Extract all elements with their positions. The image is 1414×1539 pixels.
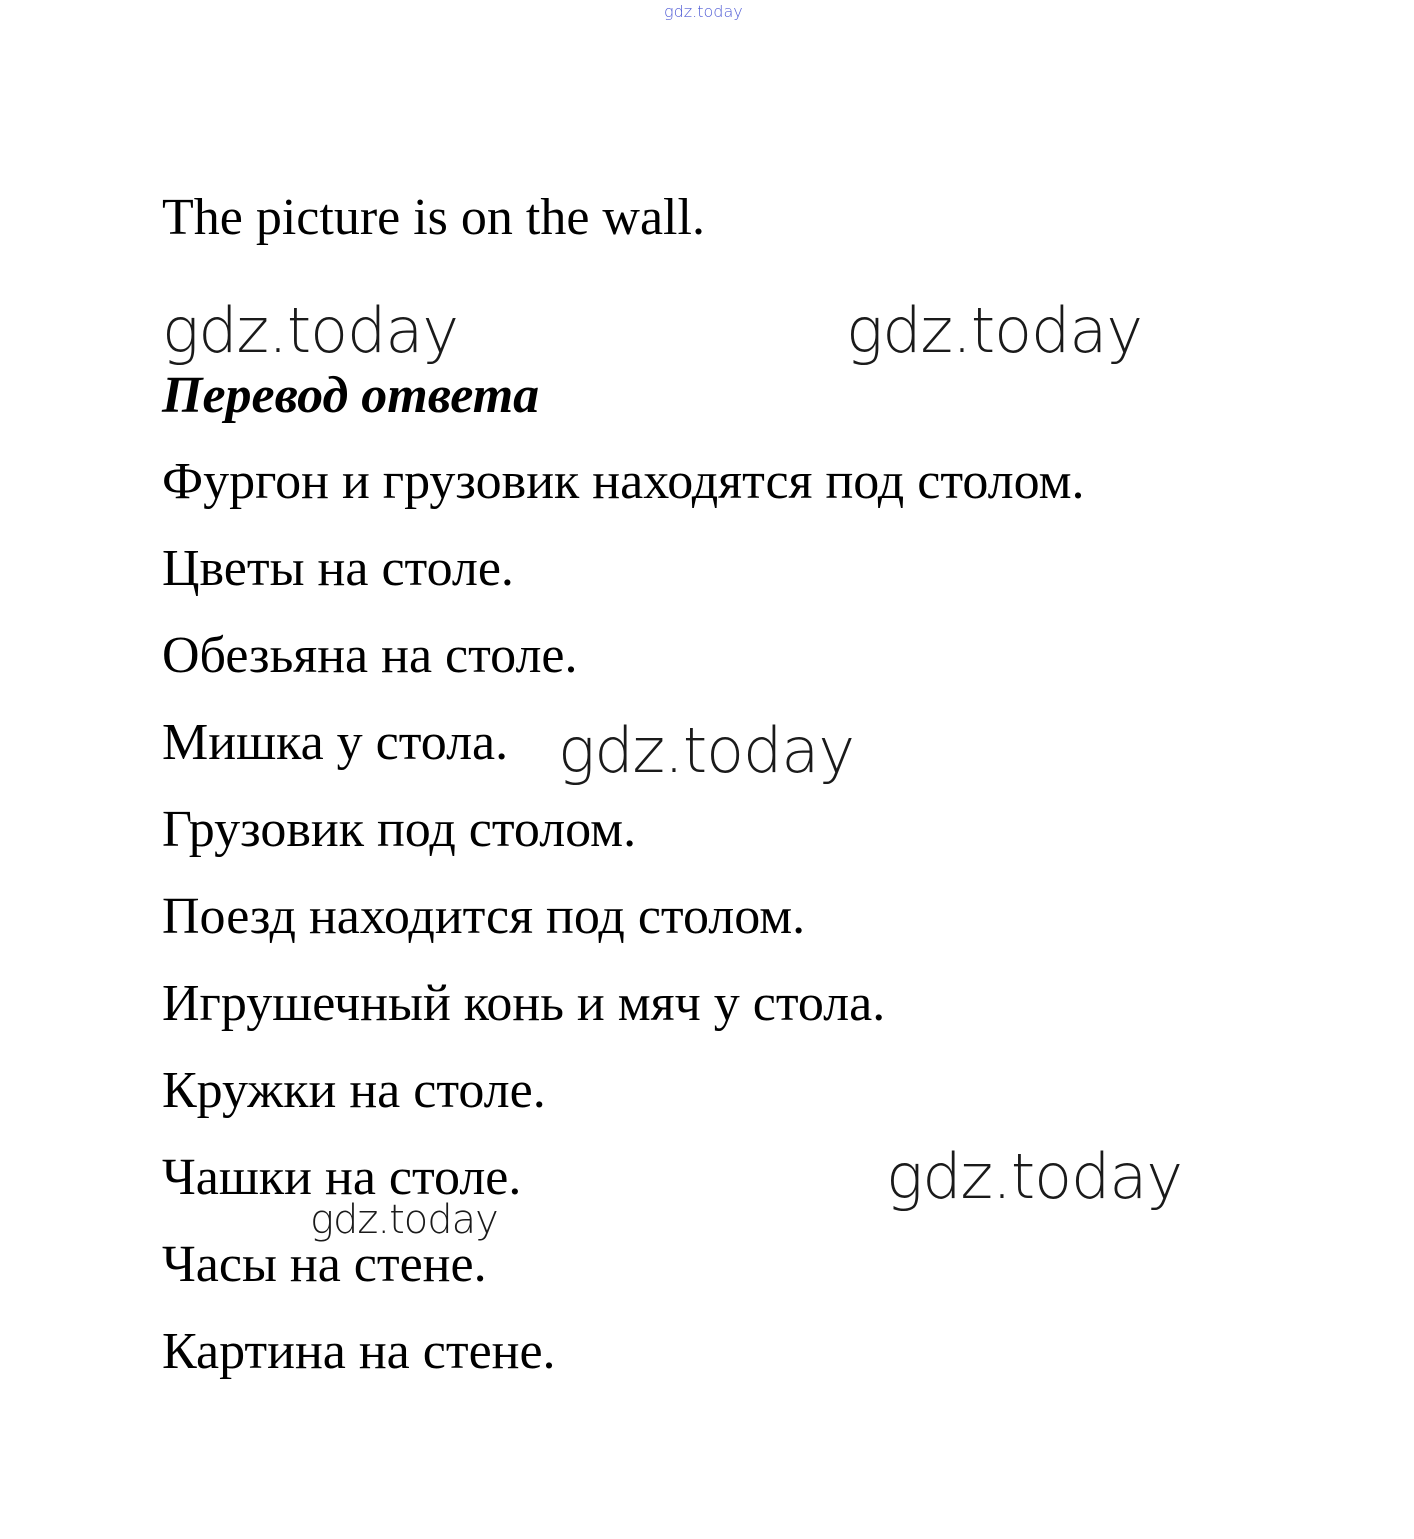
translation-line: Часы на стене.	[162, 1236, 487, 1293]
english-sentence: The picture is on the wall.	[162, 189, 705, 246]
watermark-middle: gdz.today	[558, 714, 855, 787]
translation-heading: Перевод ответа	[162, 367, 540, 424]
watermark-small: gdz.today	[310, 1197, 498, 1243]
translation-line: Картина на стене.	[162, 1323, 556, 1380]
translation-line: Фургон и грузовик находятся под столом.	[162, 453, 1085, 510]
top-watermark: gdz.today	[664, 2, 743, 21]
translation-line: Цветы на столе.	[162, 540, 514, 597]
watermark-right: gdz.today	[846, 294, 1143, 367]
translation-line: Игрушечный конь и мяч у стола.	[162, 975, 886, 1032]
watermark-lower-right: gdz.today	[886, 1140, 1183, 1213]
translation-line: Грузовик под столом.	[162, 801, 637, 858]
watermark-left: gdz.today	[162, 294, 459, 367]
translation-line: Кружки на столе.	[162, 1062, 546, 1119]
translation-line: Поезд находится под столом.	[162, 888, 806, 945]
translation-line: Мишка у стола.	[162, 714, 509, 771]
translation-line: Чашки на столе.	[162, 1149, 522, 1206]
translation-line: Обезьяна на столе.	[162, 627, 578, 684]
